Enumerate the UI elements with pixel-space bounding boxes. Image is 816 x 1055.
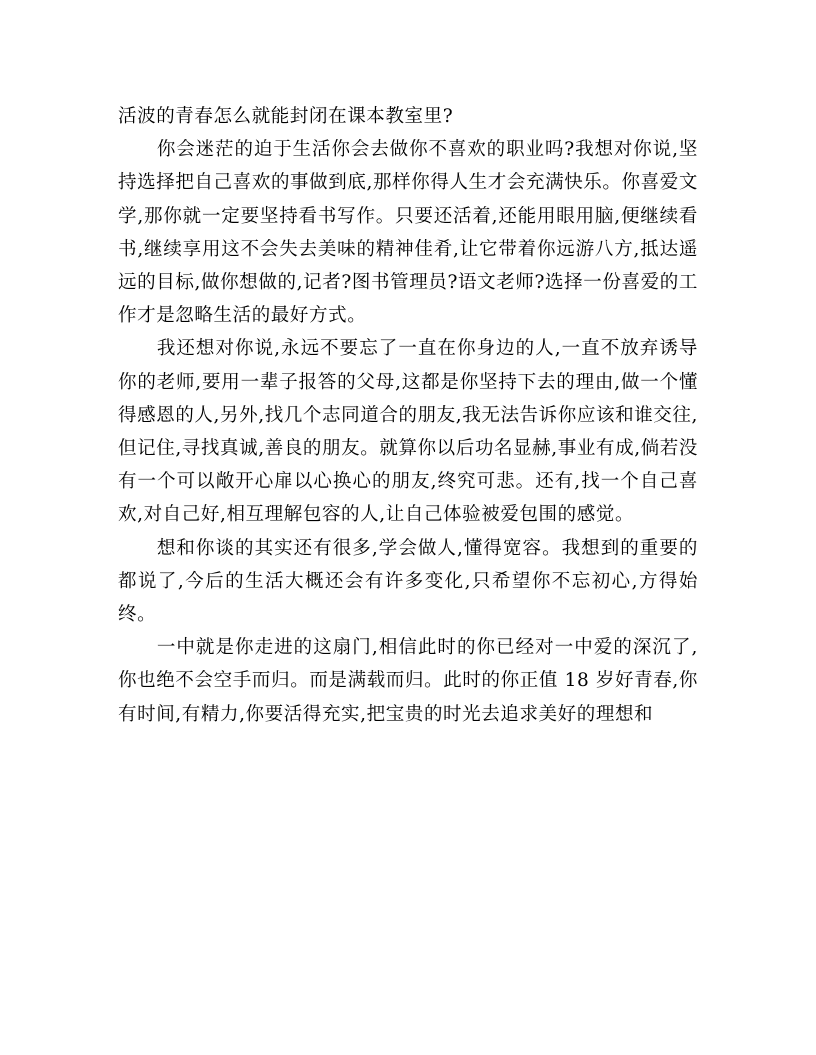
document-body (118, 100, 698, 731)
paragraph-1: 活波的青春怎么就能封闭在课本教室里? (118, 106, 454, 127)
paragraph-3: 我还想对你说,永远不要忘了一直在你身边的人,一直不放弃诱导你的老师,要用一辈子报答的父母,这都是你坚持下去的理由,做一个懂得感恩的人,另外,找几个志同道合的朋友,我无法告诉你应该和谁交往,但记住,寻找真诚,善良的朋友。就算你以后功名显赫,事业有成,倘若没有一个可以敞开心扉以心换心的朋友,终究可悲。还有,找一个自己喜欢,对自己好,相互理解包容的人,让自己体验被爱包围的感觉。 (118, 338, 698, 526)
paragraph-5: 一中就是你走进的这扇门,相信此时的你已经对一中爱的深沉了,你也绝不会空手而归。而是满载而归。此时的你正值 18 岁好青春,你有时间,有精力,你要活得充实,把宝贵的时光去追求美好的理想和 (118, 637, 698, 725)
paragraph-2: 你会迷茫的迫于生活你会去做你不喜欢的职业吗?我想对你说,坚持选择把自己喜欢的事做到底,那样你得人生才会充满快乐。你喜爱文学,那你就一定要坚持看书写作。只要还活着,还能用眼用脑,便继续看书,继续享用这不会失去美味的精神佳肴,让它带着你远游八方,抵达遥远的目标,做你想做的,记者?图书管理员?语文老师?选择一份喜爱的工作才是忽略生活的最好方式。 (118, 139, 698, 327)
paragraph-4: 想和你谈的其实还有很多,学会做人,懂得宽容。我想到的重要的都说了,今后的生活大概还会有许多变化,只希望你不忘初心,方得始终。 (118, 537, 698, 626)
